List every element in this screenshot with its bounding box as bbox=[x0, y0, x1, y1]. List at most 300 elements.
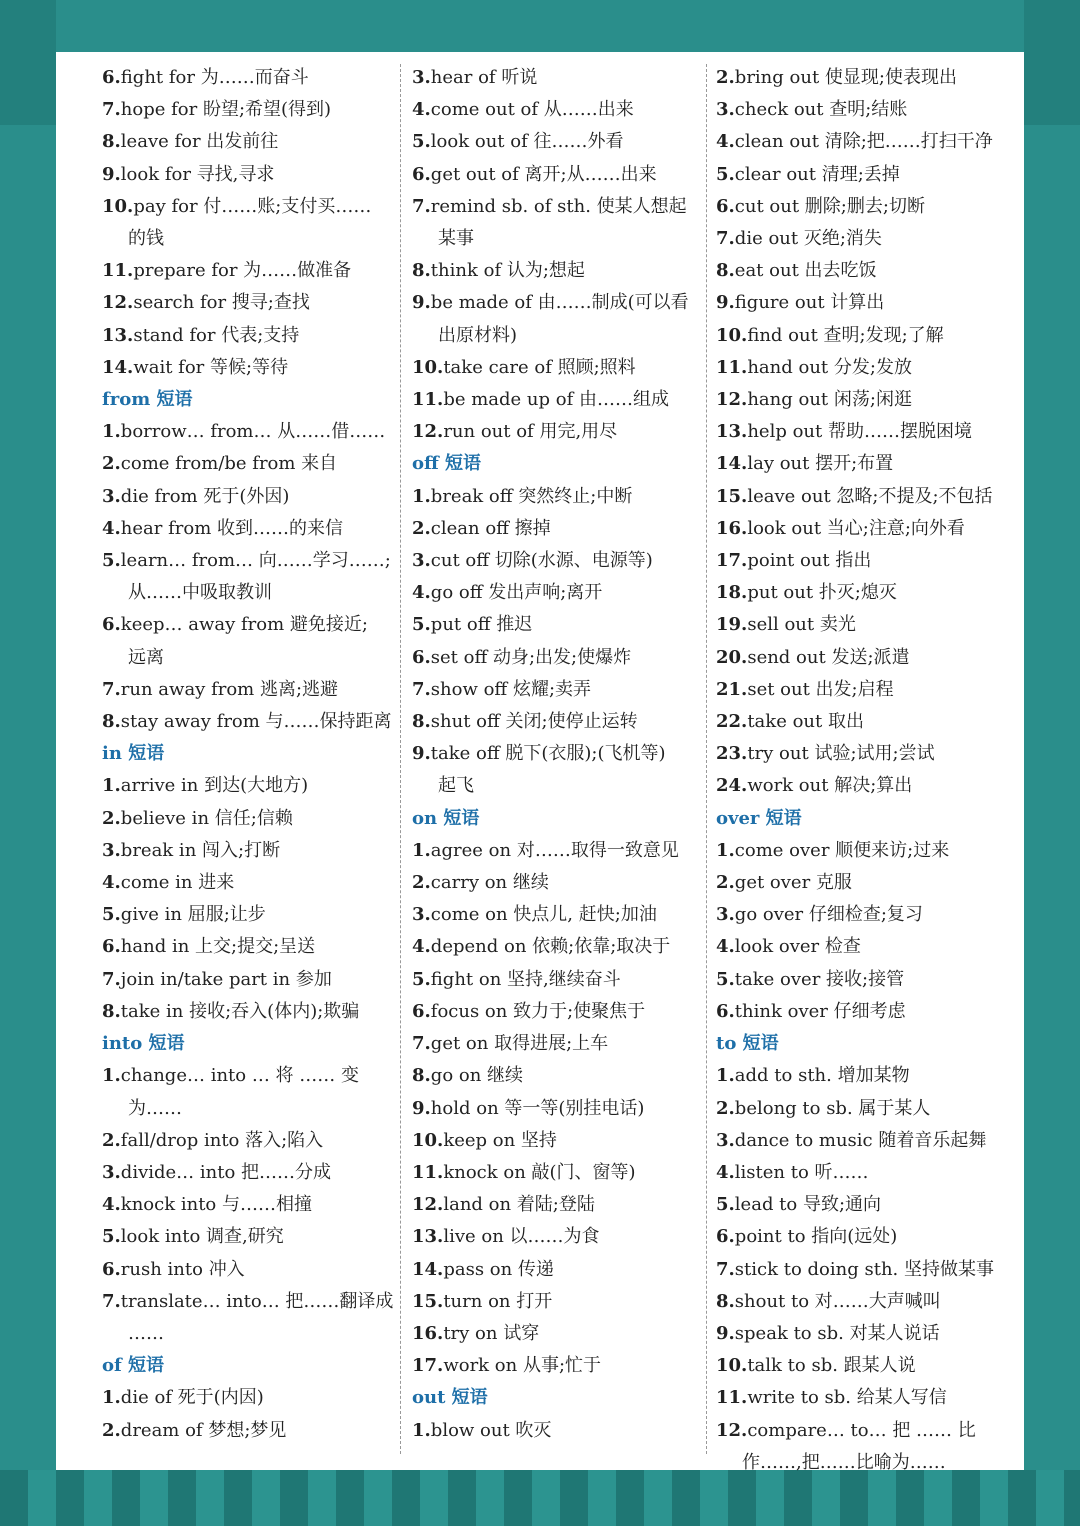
phrase-item bbox=[102, 1125, 394, 1157]
phrase-number: 2. bbox=[102, 807, 121, 829]
phrase-text: send out 发送;派遣 bbox=[747, 646, 910, 668]
phrase-number: 6. bbox=[102, 1258, 121, 1280]
phrase-text: bring out 使显现;使表现出 bbox=[734, 67, 957, 88]
phrase-item bbox=[716, 1318, 1014, 1350]
phrase-number: 1. bbox=[412, 485, 431, 507]
phrase-number: 4. bbox=[102, 872, 121, 894]
phrase-text: go off 发出声响;离开 bbox=[430, 582, 603, 604]
phrase-number: 8. bbox=[102, 1000, 121, 1022]
phrase-number: 16. bbox=[716, 517, 748, 539]
phrase-text: hope for 盼望;希望(得到) bbox=[120, 99, 332, 121]
phrase-text: hold on 等一等(别挂电话) bbox=[430, 1097, 645, 1119]
phrase-number: 23. bbox=[716, 743, 748, 765]
phrase-number: 2. bbox=[716, 872, 735, 894]
phrase-item bbox=[412, 94, 702, 126]
phrase-number: 5. bbox=[102, 1226, 121, 1248]
phrase-item bbox=[412, 159, 702, 191]
phrase-text: keep on 坚持 bbox=[443, 1129, 557, 1151]
phrase-continuation: 为…… bbox=[128, 1097, 182, 1119]
phrase-text: depend on 依赖;依靠;取决于 bbox=[430, 936, 671, 958]
phrase-item bbox=[412, 996, 702, 1028]
phrase-item bbox=[412, 674, 702, 706]
phrase-item bbox=[716, 481, 1014, 513]
phrase-item bbox=[102, 255, 394, 287]
phrase-item bbox=[412, 1157, 702, 1189]
phrase-item bbox=[716, 191, 1014, 223]
phrase-number: 9. bbox=[412, 743, 431, 765]
phrase-item bbox=[412, 481, 702, 513]
phrase-text: stick to doing sth. 坚持做某事 bbox=[734, 1258, 994, 1280]
phrase-number: 4. bbox=[716, 1161, 735, 1183]
phrase-item bbox=[102, 964, 394, 996]
phrase-item bbox=[412, 1028, 702, 1060]
phrase-number: 6. bbox=[716, 1000, 735, 1022]
phrase-text: pass on 传递 bbox=[443, 1258, 554, 1280]
phrase-item bbox=[102, 513, 394, 545]
phrase-text: listen to 听…… bbox=[734, 1161, 869, 1183]
phrase-item bbox=[716, 62, 1014, 94]
column-3 bbox=[716, 62, 1014, 1479]
phrase-text: hand in 上交;提交;呈送 bbox=[120, 936, 316, 958]
phrase-item bbox=[716, 964, 1014, 996]
phrase-number: 8. bbox=[102, 131, 121, 153]
phrase-text: get out of 离开;从……出来 bbox=[430, 163, 657, 185]
phrase-number: 5. bbox=[102, 550, 121, 572]
phrase-item bbox=[412, 1060, 702, 1092]
phrase-number: 8. bbox=[102, 711, 121, 733]
phrase-text: work on 从事;忙于 bbox=[443, 1355, 602, 1377]
phrase-text: write to sb. 给某人写信 bbox=[747, 1387, 947, 1409]
phrase-item bbox=[102, 1382, 394, 1414]
phrase-item bbox=[102, 1254, 394, 1286]
phrase-item bbox=[716, 320, 1014, 352]
phrase-number: 9. bbox=[716, 1322, 735, 1344]
phrase-number: 7. bbox=[412, 195, 431, 217]
phrase-text: keep… away from 避免接近; bbox=[120, 614, 368, 636]
phrase-continuation: 某事 bbox=[438, 228, 474, 250]
phrase-text: shout to 对……大声喊叫 bbox=[734, 1290, 941, 1312]
phrase-text: turn on 打开 bbox=[443, 1290, 553, 1312]
phrase-number: 12. bbox=[716, 389, 748, 411]
phrase-item bbox=[102, 416, 394, 448]
phrase-item bbox=[716, 352, 1014, 384]
phrase-text: go over 仔细检查;复习 bbox=[734, 904, 923, 926]
phrase-number: 2. bbox=[102, 1419, 121, 1441]
phrase-text: show off 炫耀;卖弄 bbox=[430, 678, 592, 700]
phrase-number: 1. bbox=[102, 1387, 121, 1409]
phrase-number: 13. bbox=[412, 1226, 444, 1248]
phrase-text: run out of 用完,用尽 bbox=[443, 421, 618, 443]
phrase-text: die out 灭绝;消失 bbox=[734, 228, 882, 250]
phrase-number: 3. bbox=[412, 67, 431, 88]
phrase-number: 6. bbox=[716, 1226, 735, 1248]
phrase-item bbox=[412, 964, 702, 996]
phrase-text: come out of 从……出来 bbox=[430, 99, 634, 121]
phrase-item bbox=[412, 899, 702, 931]
phrase-item bbox=[412, 1350, 702, 1382]
phrase-number: 3. bbox=[102, 1161, 121, 1183]
phrase-item bbox=[412, 545, 702, 577]
phrase-number: 5. bbox=[412, 131, 431, 153]
phrase-text: talk to sb. 跟某人说 bbox=[747, 1355, 916, 1377]
phrase-item bbox=[716, 416, 1014, 448]
phrase-number: 5. bbox=[716, 1194, 735, 1216]
phrase-item bbox=[102, 1157, 394, 1189]
phrase-text: cut off 切除(水源、电源等) bbox=[430, 550, 653, 572]
phrase-number: 14. bbox=[412, 1258, 444, 1280]
phrase-text: prepare for 为……做准备 bbox=[133, 260, 352, 282]
phrase-text: compare… to… 把 …… 比 bbox=[747, 1419, 976, 1441]
phrase-number: 6. bbox=[102, 936, 121, 958]
phrase-item bbox=[412, 255, 702, 287]
phrase-number: 7. bbox=[102, 678, 121, 700]
phrase-item bbox=[102, 481, 394, 513]
phrase-continuation: 出原材料) bbox=[438, 324, 518, 346]
phrase-number: 11. bbox=[102, 260, 134, 282]
phrase-item bbox=[102, 674, 394, 706]
phrase-number: 14. bbox=[716, 453, 748, 475]
phrase-number: 7. bbox=[102, 99, 121, 121]
phrase-item bbox=[412, 835, 702, 867]
phrase-number: 13. bbox=[102, 324, 134, 346]
phrase-item bbox=[716, 996, 1014, 1028]
phrase-number: 9. bbox=[412, 1097, 431, 1119]
phrase-number: 3. bbox=[412, 904, 431, 926]
phrase-number: 17. bbox=[412, 1355, 444, 1377]
phrase-item bbox=[412, 642, 702, 674]
phrase-number: 1. bbox=[102, 1065, 121, 1087]
section-heading: on 短语 bbox=[412, 807, 480, 829]
phrase-item bbox=[102, 835, 394, 867]
phrase-item bbox=[412, 706, 702, 738]
phrase-number: 8. bbox=[716, 260, 735, 282]
phrase-text: stand for 代表;支持 bbox=[133, 324, 300, 346]
phrase-item bbox=[716, 223, 1014, 255]
phrase-item bbox=[412, 931, 702, 963]
phrase-item bbox=[412, 1415, 702, 1447]
phrase-text: come over 顺便来访;过来 bbox=[734, 839, 950, 861]
phrase-continuation: 从……中吸取教训 bbox=[128, 582, 272, 604]
phrase-number: 22. bbox=[716, 711, 748, 733]
phrase-number: 16. bbox=[412, 1322, 444, 1344]
phrase-text: lead to 导致;通向 bbox=[734, 1194, 882, 1216]
section-heading: over 短语 bbox=[716, 807, 802, 829]
phrase-text: run away from 逃离;逃避 bbox=[120, 678, 339, 700]
left-corner-decoration bbox=[0, 0, 56, 125]
phrase-text: fall/drop into 落入;陷入 bbox=[120, 1129, 324, 1151]
phrase-item bbox=[102, 159, 394, 191]
phrase-item bbox=[102, 545, 394, 577]
phrase-item bbox=[412, 62, 702, 94]
phrase-text: shut off 关闭;使停止运转 bbox=[430, 711, 638, 733]
phrase-item bbox=[102, 867, 394, 899]
phrase-item bbox=[102, 996, 394, 1028]
phrase-item bbox=[412, 577, 702, 609]
phrase-text: come on 快点儿, 赶快;加油 bbox=[430, 904, 657, 926]
column-2 bbox=[412, 62, 702, 1447]
phrase-continuation: 起飞 bbox=[438, 775, 474, 797]
phrase-number: 12. bbox=[716, 1419, 748, 1441]
phrase-continuation: 的钱 bbox=[128, 228, 164, 250]
phrase-number: 6. bbox=[102, 67, 121, 88]
phrase-text: break off 突然终止;中断 bbox=[430, 485, 633, 507]
phrase-text: be made of 由……制成(可以看 bbox=[430, 292, 689, 314]
phrase-number: 7. bbox=[716, 228, 735, 250]
phrase-number: 3. bbox=[716, 1129, 735, 1151]
phrase-item bbox=[716, 1157, 1014, 1189]
phrase-number: 8. bbox=[412, 711, 431, 733]
phrase-item bbox=[102, 899, 394, 931]
phrase-text: clear out 清理;丢掉 bbox=[734, 163, 900, 185]
phrase-text: land on 着陆;登陆 bbox=[443, 1194, 595, 1216]
phrase-item bbox=[716, 1382, 1014, 1414]
section-heading: out 短语 bbox=[412, 1387, 488, 1409]
phrase-number: 8. bbox=[412, 260, 431, 282]
phrase-text: point out 指出 bbox=[747, 550, 872, 572]
phrase-number: 18. bbox=[716, 582, 748, 604]
phrase-text: get on 取得进展;上车 bbox=[430, 1033, 609, 1055]
phrase-item bbox=[412, 513, 702, 545]
phrase-text: belong to sb. 属于某人 bbox=[734, 1097, 931, 1119]
phrase-number: 17. bbox=[716, 550, 748, 572]
phrase-text: hear from 收到……的来信 bbox=[120, 517, 343, 539]
phrase-item bbox=[412, 1125, 702, 1157]
phrase-number: 4. bbox=[412, 99, 431, 121]
phrase-number: 4. bbox=[716, 131, 735, 153]
phrase-number: 5. bbox=[716, 968, 735, 990]
phrase-number: 14. bbox=[102, 356, 134, 378]
phrase-number: 9. bbox=[412, 292, 431, 314]
phrase-number: 10. bbox=[412, 1129, 444, 1151]
phrase-number: 6. bbox=[716, 195, 735, 217]
phrase-item bbox=[412, 384, 702, 416]
phrase-text: leave for 出发前往 bbox=[120, 131, 279, 153]
phrase-item bbox=[102, 320, 394, 352]
phrase-text: put out 扑灭;熄灭 bbox=[747, 582, 897, 604]
phrase-number: 1. bbox=[716, 1065, 735, 1087]
phrase-number: 11. bbox=[716, 1387, 748, 1409]
phrase-number: 10. bbox=[716, 324, 748, 346]
phrase-number: 10. bbox=[102, 195, 134, 217]
phrase-item bbox=[716, 738, 1014, 770]
phrase-number: 3. bbox=[102, 485, 121, 507]
phrase-item bbox=[716, 1415, 1014, 1447]
phrase-text: come in 进来 bbox=[120, 872, 235, 894]
phrase-item bbox=[716, 1221, 1014, 1253]
phrase-item bbox=[102, 609, 394, 641]
phrase-text: set off 动身;出发;使爆炸 bbox=[430, 646, 632, 668]
phrase-text: clean out 清除;把……打扫干净 bbox=[734, 131, 993, 153]
phrase-number: 21. bbox=[716, 678, 748, 700]
phrase-item bbox=[716, 545, 1014, 577]
phrase-item bbox=[412, 416, 702, 448]
column-1 bbox=[102, 62, 394, 1447]
phrase-sheet bbox=[56, 52, 1024, 1473]
phrase-text: take over 接收;接管 bbox=[734, 968, 905, 990]
phrase-text: take out 取出 bbox=[747, 711, 864, 733]
phrase-number: 20. bbox=[716, 646, 748, 668]
phrase-text: get over 克服 bbox=[734, 872, 852, 894]
phrase-number: 10. bbox=[412, 356, 444, 378]
phrase-text: knock into 与……相撞 bbox=[120, 1194, 312, 1216]
phrase-text: sell out 卖光 bbox=[747, 614, 856, 636]
phrase-text: take in 接收;吞入(体内);欺骗 bbox=[120, 1000, 360, 1022]
phrase-item bbox=[716, 384, 1014, 416]
phrase-item bbox=[716, 287, 1014, 319]
phrase-number: 1. bbox=[412, 1419, 431, 1441]
phrase-number: 8. bbox=[716, 1290, 735, 1312]
phrase-item bbox=[102, 94, 394, 126]
phrase-item bbox=[716, 1189, 1014, 1221]
phrase-text: go on 继续 bbox=[430, 1065, 524, 1087]
phrase-number: 5. bbox=[412, 968, 431, 990]
phrase-item bbox=[102, 287, 394, 319]
phrase-number: 3. bbox=[102, 839, 121, 861]
phrase-number: 6. bbox=[102, 614, 121, 636]
section-heading: to 短语 bbox=[716, 1033, 779, 1055]
phrase-number: 12. bbox=[102, 292, 134, 314]
phrase-text: dance to music 随着音乐起舞 bbox=[734, 1129, 987, 1151]
phrase-text: be made up of 由……组成 bbox=[443, 389, 669, 411]
phrase-number: 3. bbox=[716, 99, 735, 121]
phrase-number: 15. bbox=[716, 485, 748, 507]
phrase-text: leave out 忽略;不提及;不包括 bbox=[747, 485, 993, 507]
phrase-number: 12. bbox=[412, 1194, 444, 1216]
phrase-number: 1. bbox=[102, 775, 121, 797]
phrase-number: 5. bbox=[716, 163, 735, 185]
section-heading: from 短语 bbox=[102, 389, 193, 411]
phrase-text: lay out 摆开;布置 bbox=[747, 453, 894, 475]
phrase-text: eat out 出去吃饭 bbox=[734, 260, 877, 282]
phrase-item bbox=[412, 738, 702, 770]
phrase-number: 11. bbox=[412, 1161, 444, 1183]
phrase-item bbox=[716, 867, 1014, 899]
column-divider bbox=[400, 64, 401, 1454]
phrase-item bbox=[102, 803, 394, 835]
phrase-number: 2. bbox=[716, 1097, 735, 1119]
phrase-number: 2. bbox=[102, 453, 121, 475]
phrase-number: 15. bbox=[412, 1290, 444, 1312]
phrase-item bbox=[716, 1093, 1014, 1125]
phrase-text: set out 出发;启程 bbox=[747, 678, 894, 700]
phrase-text: speak to sb. 对某人说话 bbox=[734, 1322, 940, 1344]
phrase-item bbox=[412, 352, 702, 384]
phrase-item bbox=[716, 255, 1014, 287]
phrase-text: cut out 删除;删去;切断 bbox=[734, 195, 925, 217]
phrase-text: carry on 继续 bbox=[430, 872, 549, 894]
phrase-text: check out 查明;结账 bbox=[734, 99, 908, 121]
phrase-item bbox=[412, 1286, 702, 1318]
phrase-item bbox=[102, 448, 394, 480]
phrase-item bbox=[716, 706, 1014, 738]
phrase-text: arrive in 到达(大地方) bbox=[120, 775, 309, 797]
phrase-item bbox=[102, 1415, 394, 1447]
phrase-number: 7. bbox=[102, 968, 121, 990]
phrase-number: 13. bbox=[716, 421, 748, 443]
phrase-item bbox=[102, 1189, 394, 1221]
phrase-number: 4. bbox=[716, 936, 735, 958]
section-heading: into 短语 bbox=[102, 1033, 185, 1055]
phrase-number: 3. bbox=[716, 904, 735, 926]
phrase-number: 1. bbox=[716, 839, 735, 861]
phrase-text: look out 当心;注意;向外看 bbox=[747, 517, 965, 539]
section-heading: of 短语 bbox=[102, 1355, 165, 1377]
phrase-number: 8. bbox=[412, 1065, 431, 1087]
right-corner-decoration bbox=[1024, 0, 1080, 125]
phrase-text: figure out 计算出 bbox=[734, 292, 885, 314]
phrase-item bbox=[412, 1189, 702, 1221]
phrase-item bbox=[716, 770, 1014, 802]
phrase-text: focus on 致力于;使聚焦于 bbox=[430, 1000, 646, 1022]
phrase-number: 7. bbox=[102, 1290, 121, 1312]
phrase-number: 2. bbox=[102, 1129, 121, 1151]
phrase-item bbox=[716, 931, 1014, 963]
phrase-text: believe in 信任;信赖 bbox=[120, 807, 293, 829]
phrase-text: give in 屈服;让步 bbox=[120, 904, 266, 926]
phrase-text: rush into 冲入 bbox=[120, 1258, 245, 1280]
phrase-text: join in/take part in 参加 bbox=[120, 968, 332, 990]
phrase-number: 5. bbox=[102, 904, 121, 926]
phrase-number: 6. bbox=[412, 646, 431, 668]
phrase-number: 1. bbox=[102, 421, 121, 443]
phrase-item bbox=[102, 706, 394, 738]
phrase-item bbox=[102, 1060, 394, 1092]
phrase-number: 11. bbox=[412, 389, 444, 411]
phrase-number: 3. bbox=[412, 550, 431, 572]
phrase-item bbox=[716, 1254, 1014, 1286]
phrase-number: 12. bbox=[412, 421, 444, 443]
phrase-item bbox=[412, 1254, 702, 1286]
phrase-item bbox=[716, 835, 1014, 867]
phrase-text: divide… into 把……分成 bbox=[120, 1161, 332, 1183]
phrase-text: search for 搜寻;查找 bbox=[133, 292, 310, 314]
phrase-text: come from/be from 来自 bbox=[120, 453, 338, 475]
phrase-text: agree on 对……取得一致意见 bbox=[430, 839, 679, 861]
phrase-text: take off 脱下(衣服);(飞机等) bbox=[430, 743, 666, 765]
phrase-item bbox=[716, 674, 1014, 706]
phrase-text: try on 试穿 bbox=[443, 1322, 540, 1344]
phrase-item bbox=[716, 899, 1014, 931]
phrase-text: pay for 付……账;支付买…… bbox=[133, 195, 372, 217]
phrase-item bbox=[716, 609, 1014, 641]
phrase-text: help out 帮助……摆脱困境 bbox=[747, 421, 972, 443]
phrase-text: live on 以……为食 bbox=[443, 1226, 600, 1248]
phrase-text: add to sth. 增加某物 bbox=[734, 1065, 910, 1087]
phrase-text: take care of 照顾;照料 bbox=[443, 356, 636, 378]
phrase-item bbox=[716, 642, 1014, 674]
phrase-text: stay away from 与……保持距离 bbox=[120, 711, 392, 733]
phrase-number: 9. bbox=[716, 292, 735, 314]
column-divider bbox=[706, 64, 707, 1454]
phrase-number: 2. bbox=[716, 67, 735, 88]
phrase-text: blow out 吹灭 bbox=[430, 1419, 552, 1441]
phrase-number: 5. bbox=[412, 614, 431, 636]
phrase-item bbox=[412, 1221, 702, 1253]
phrase-text: borrow… from… 从……借…… bbox=[120, 421, 386, 443]
phrase-item bbox=[102, 931, 394, 963]
phrase-number: 2. bbox=[412, 517, 431, 539]
phrase-text: look over 检查 bbox=[734, 936, 861, 958]
phrase-text: think over 仔细考虑 bbox=[734, 1000, 906, 1022]
phrase-text: wait for 等候;等待 bbox=[133, 356, 289, 378]
phrase-item bbox=[716, 1286, 1014, 1318]
phrase-item bbox=[102, 126, 394, 158]
section-heading: in 短语 bbox=[102, 743, 165, 765]
phrase-text: translate… into… 把……翻译成 bbox=[120, 1290, 394, 1312]
phrase-text: fight on 坚持,继续奋斗 bbox=[430, 968, 621, 990]
phrase-text: try out 试验;试用;尝试 bbox=[747, 743, 935, 765]
phrase-item bbox=[412, 1318, 702, 1350]
